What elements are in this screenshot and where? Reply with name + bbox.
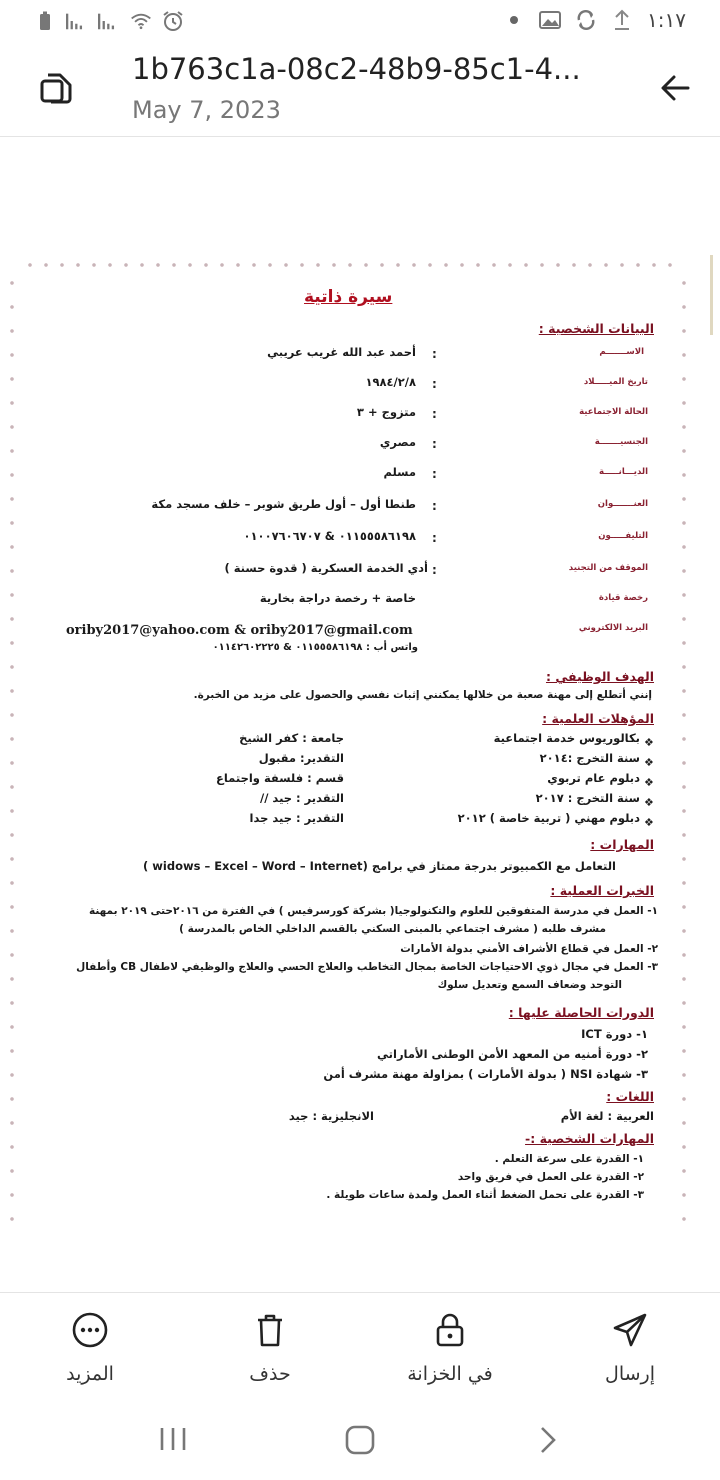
qualifications-heading: المؤهلات العلمية : [542, 711, 654, 726]
value-marital: متزوج + ٣ [356, 405, 416, 419]
experience-line: ٣- العمل في مجال ذوي الاحتياجات الخاصة بمجال التخاطب والعلاج الحسي والعلاج والوظيفي لاطفال CB وأطفال [76, 961, 658, 973]
course-item: ١- دورة ICT [581, 1027, 648, 1041]
experience-line: التوحد وضعاف السمع وتعديل سلوك [437, 979, 622, 991]
colon: : [432, 467, 437, 481]
lock-icon [390, 1311, 510, 1353]
send-button[interactable] [570, 1311, 690, 1385]
viewer-header [0, 42, 720, 137]
qualification-left: قسم : فلسفة واجتماع [216, 771, 344, 785]
qualification-left: جامعة : كفر الشيخ [239, 731, 344, 745]
back-arrow-icon[interactable] [658, 70, 694, 110]
signal-icon-2 [98, 10, 120, 32]
label-nationality: الجنسيـــــــة [594, 437, 648, 447]
personal-skills-heading: المهارات الشخصية :- [525, 1131, 654, 1146]
colon: : [432, 347, 437, 361]
colon: : [432, 377, 437, 391]
objective-text: إنني أتطلع إلى مهنة صعبة من خلالها يمكنني إثبات نفسي والحصول على مزيد من الخبرة. [193, 689, 652, 701]
value-phone: ٠١١٥٥٥٨٦١٩٨ & ٠١٠٠٧٦٠٦٧٠٧ [243, 529, 416, 543]
qualification-right: دبلوم مهني ( تربية خاصة ) ٢٠١٢ [457, 811, 640, 825]
status-bar [0, 0, 720, 42]
label-address: العنـــــــوان [597, 499, 648, 509]
personal-skill-item: ١- القدرة على سرعة التعلم . [494, 1153, 644, 1165]
value-nationality: مصري [379, 435, 416, 449]
more-icon [30, 1311, 150, 1353]
label-email: البريد الالكتروني [578, 623, 648, 633]
colon: : [432, 437, 437, 451]
status-icons-right [503, 8, 686, 32]
signal-icon [66, 10, 88, 32]
colon: : [432, 563, 437, 577]
wifi-icon [130, 10, 152, 32]
languages-heading: اللغات : [606, 1089, 654, 1104]
label-dob: تاريخ الميـــــلاد [583, 377, 648, 387]
navigation-bar [0, 1400, 720, 1480]
qualification-left: التقدير : جيد // [260, 791, 344, 805]
colon: : [432, 531, 437, 545]
skills-text: التعامل مع الكمبيوتر بدرجة ممتاز في برامج (widows – Excel – Word – Internet ) [143, 859, 616, 873]
upload-icon [611, 9, 633, 31]
label-name: الاســـــــم [599, 347, 644, 357]
language-english: الانجليزية : جيد [288, 1109, 374, 1123]
forward-chevron-icon[interactable] [536, 1424, 560, 1460]
file-date: May 7, 2023 [132, 96, 281, 124]
cv-page [4, 257, 714, 1267]
personal-heading: البيانات الشخصية : [538, 321, 654, 336]
colon: : [432, 499, 437, 513]
value-license: خاصة + رخصة دراجة بخارية [259, 591, 416, 605]
cv-title: سيرة ذاتية [304, 287, 393, 307]
qualification-right: دبلوم عام تربوي [547, 771, 640, 785]
qualification-left: التقدير: مقبول [258, 751, 344, 765]
trash-icon [210, 1311, 330, 1353]
value-whatsapp: واتس أب : ٠١١٥٥٥٨٦١٩٨ & ٠١١٤٢٦٠٢٢٢٥ [212, 642, 418, 653]
experience-line: مشرف طلبه ( مشرف اجتماعي بالمبنى السكني بالقسم الداخلي الخاص بالمدرسة ) [179, 923, 606, 935]
label-marital: الحالة الاجتماعية [579, 407, 648, 417]
value-email: oriby2017@yahoo.com & oriby2017@gmail.com [66, 623, 413, 638]
course-item: ٢- دورة أمنيه من المعهد الأمن الوطنى الأماراتي [377, 1047, 648, 1061]
send-label: إرسال [605, 1363, 655, 1385]
label-phone: التليفـــــون [598, 531, 648, 541]
page-edge [710, 255, 713, 335]
qualification-right: بكالوريوس خدمة اجتماعية [493, 731, 640, 745]
vault-label: في الخزانة [407, 1363, 493, 1385]
experience-line: ١- العمل في مدرسة المتفوقين للعلوم والتكنولوجيا( بشركة كورسرفيس ) في الفترة من ٢٠١٦حتى ٢٠١٩ بمهنة [88, 905, 658, 917]
home-icon[interactable] [344, 1424, 376, 1460]
delete-button[interactable] [210, 1311, 330, 1385]
send-icon [570, 1311, 690, 1353]
courses-heading: الدورات الحاصلة عليها : [508, 1005, 654, 1020]
qualification-left: التقدير : جيد جدا [249, 811, 344, 825]
status-time: ١:١٧ [647, 8, 686, 32]
label-religion: الديـــانـــــة [599, 467, 648, 477]
document-viewer[interactable] [0, 137, 720, 1290]
image-icon [539, 9, 561, 31]
bullet-icons: ❖ ❖ ❖ ❖ ❖ [644, 736, 654, 829]
value-dob: ١٩٨٤/٢/٨ [365, 375, 416, 389]
label-license: رخصة قيادة [598, 593, 648, 603]
more-button[interactable] [30, 1311, 150, 1385]
more-label: المزيد [66, 1363, 114, 1385]
course-item: ٣- شهادة NSI ( بدولة الأمارات ) بمزاولة مهنة مشرف أمن [323, 1067, 648, 1081]
sync-icon [575, 9, 597, 31]
language-arabic: العربية : لغة الأم [560, 1109, 654, 1123]
dot-icon [503, 9, 525, 31]
file-title: 1b763c1a-08c2-48b9-85c1-4... [132, 52, 581, 86]
status-icons-left [34, 10, 184, 32]
experience-line: ٢- العمل في قطاع الأشراف الأمني بدولة الأمارات [400, 943, 658, 955]
personal-skill-item: ٣- القدرة على تحمل الضغط أثناء العمل ولمدة ساعات طويلة . [326, 1189, 644, 1201]
recent-apps-icon[interactable] [158, 1424, 188, 1458]
decorative-border-top [22, 259, 682, 271]
alarm-icon [162, 10, 184, 32]
colon: : [432, 407, 437, 421]
personal-skill-item: ٢- القدرة على العمل في فريق واحد [457, 1171, 644, 1183]
label-military: الموقف من التجنيد [568, 563, 648, 573]
objective-heading: الهدف الوظيفي : [545, 669, 654, 684]
qualification-right: سنة التخرج :٢٠١٤ [539, 751, 640, 765]
battery-icon [34, 10, 56, 32]
value-military: أدي الخدمة العسكرية ( قدوة حسنة ) [224, 561, 428, 575]
delete-label: حذف [249, 1363, 291, 1385]
vault-button[interactable] [390, 1311, 510, 1385]
qualification-right: سنة التخرج : ٢٠١٧ [535, 791, 640, 805]
value-address: طنطا أول – أول طريق شوبر – خلف مسجد مكة [151, 497, 416, 511]
experience-heading: الخبرات العملية : [550, 883, 654, 898]
skills-heading: المهارات : [590, 837, 654, 852]
document-icon[interactable] [38, 69, 76, 111]
decorative-border-right [678, 271, 690, 1231]
decorative-border-left [6, 271, 18, 1231]
action-bar [0, 1292, 720, 1401]
value-religion: مسلم [383, 465, 416, 479]
value-name: أحمد عبد الله غريب عريبي [267, 345, 416, 359]
